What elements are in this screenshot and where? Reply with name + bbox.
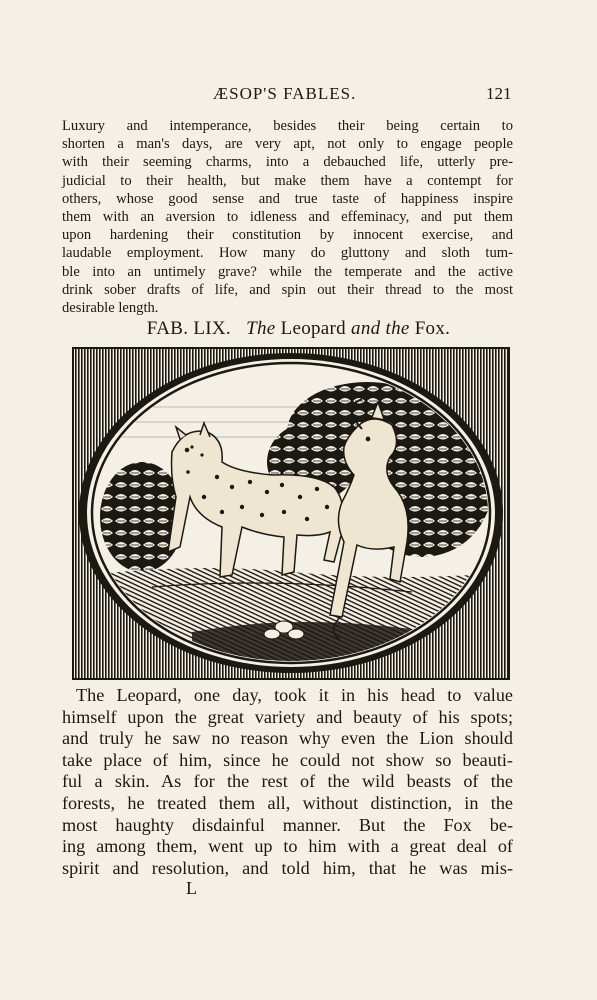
text-line: upon hardening their constitution by innocent exercise, and: [62, 227, 513, 244]
signature-mark: L: [186, 878, 197, 898]
text-line: drink sober drafts of life, and spin out their thread to the most: [62, 281, 513, 298]
text-line: shorten a man's days, are very apt, not only to engage people: [62, 136, 513, 153]
title-word: and: [351, 318, 381, 339]
text-line: with their seeming charms, into a debauched life, utterly pre-: [62, 154, 513, 171]
text-line: The Leopard, one day, took it in his head to value: [76, 685, 513, 705]
text-line: himself upon the great variety and beauty of his spots;: [62, 706, 513, 727]
title-word: Fox.: [414, 318, 451, 339]
text-line: laudable employment. How many do gluttony and sloth tum-: [62, 245, 513, 262]
text-line: others, whose good sense and true taste of happiness inspire: [62, 190, 513, 207]
text-line: forests, he treated them all, without distinction, in the: [62, 792, 513, 813]
text-line: spirit and resolution, and told him, that he was mis-: [62, 857, 513, 878]
text-line: Luxury and intemperance, besides their being certain to: [62, 118, 513, 134]
fable-paragraph: [62, 685, 513, 879]
title-word: the: [385, 318, 410, 339]
woodcut-illustration: [72, 347, 510, 680]
text-line: ing among them, went up to him with a great deal of: [62, 836, 513, 857]
fable-title: [0, 318, 597, 340]
fable-number: FAB. LIX.: [146, 318, 231, 339]
running-title: ÆSOP'S FABLES.: [213, 84, 357, 103]
page-number: 121: [486, 84, 512, 103]
intro-paragraph: [62, 117, 513, 317]
bush: [100, 462, 184, 572]
text-line: them with an aversion to idleness and effeminacy, and put them: [62, 209, 513, 226]
text-line: most haughty disdainful manner. But the Fox be-: [62, 814, 513, 835]
text-line: ful a skin. As for the rest of the wild beasts of the: [62, 771, 513, 792]
text-line: judicial to their health, but make them have a contempt for: [62, 172, 513, 189]
title-word: Leopard: [280, 318, 346, 339]
text-line: and truly he saw no reason why even the Lion should: [62, 728, 513, 749]
text-line: take place of him, since he could not show so beauti-: [62, 749, 513, 770]
running-head: [0, 84, 597, 108]
title-word: The: [246, 318, 276, 339]
text-line: desirable length.: [62, 300, 159, 317]
text-line: ble into an untimely grave? while the temperate and the active: [62, 263, 513, 280]
